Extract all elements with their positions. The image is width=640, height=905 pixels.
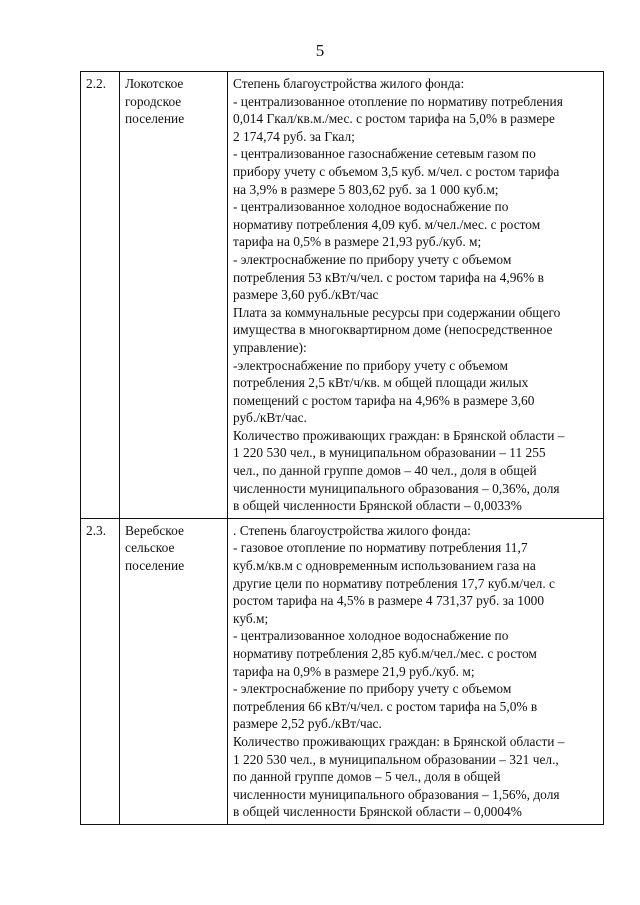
description-line: - газовое отопление по нормативу потребления 11,7	[233, 540, 528, 556]
description-line: 1 220 530 чел., в муниципальном образовании – 11 255	[233, 445, 546, 461]
description-line: имущества в многоквартирном доме (непосредственное	[233, 322, 553, 338]
description-line: нормативу потребления 4,09 куб. м/чел./мес. с ростом	[233, 216, 541, 232]
description-line: помещений с ростом тарифа на 4,96% в размере 3,60	[233, 392, 535, 408]
settlement-name-line: Локотское	[125, 76, 184, 91]
description-line: потребления 2,5 кВт/ч/кв. м общей площади жилых	[233, 375, 529, 391]
description-line: чел., по данной группе домов – 40 чел., доля в общей	[233, 463, 537, 479]
settlement-name-cell	[120, 72, 228, 519]
settlement-name-line: городское	[125, 93, 182, 109]
description-line: 1 220 530 чел., в муниципальном образовании – 321 чел.,	[233, 751, 559, 767]
tariff-table	[80, 71, 604, 825]
description-line: потребления 53 кВт/ч/чел. с ростом тарифа на 4,96% в	[233, 269, 544, 285]
row-number: 2.3.	[81, 518, 120, 824]
description-line: Плата за коммунальные ресурсы при содержании общего	[233, 304, 561, 320]
description-line: Количество проживающих граждан: в Брянской области –	[233, 427, 565, 443]
description-line: - централизованное газоснабжение сетевым газом по	[233, 146, 536, 162]
description-line: размере 2,52 руб./кВт/час.	[233, 716, 382, 732]
description-line: . Степень благоустройства жилого фонда:	[233, 522, 471, 538]
description-line: куб.м;	[233, 610, 269, 626]
description-line: Количество проживающих граждан: в Брянской области –	[233, 733, 565, 749]
table-body	[81, 72, 604, 825]
description-line: руб./кВт/час.	[233, 410, 307, 426]
settlement-name-line: поселение	[125, 111, 185, 127]
description-line: в общей численности Брянской области – 0,0033%	[233, 498, 522, 514]
settlement-name-line: поселение	[125, 558, 185, 574]
description-line: в общей численности Брянской области – 0,0004%	[233, 804, 522, 820]
settlement-name-line: сельское	[125, 540, 175, 556]
description-line: Степень благоустройства жилого фонда:	[233, 76, 465, 91]
description-line: нормативу потребления 2,85 куб.м/чел./мес. с ростом	[233, 646, 537, 661]
description-line: тарифа на 0,9% в размере 21,9 руб./куб. м;	[233, 663, 475, 679]
description-line: 0,014 Гкал/кв.м./мес. с ростом тарифа на 5,0% в размере	[233, 111, 555, 127]
description-cell	[228, 518, 604, 824]
settlement-name-cell	[120, 518, 228, 824]
description-line: - централизованное холодное водоснабжение по	[233, 628, 509, 644]
description-line: численности муниципального образования – 1,56%, доля	[233, 786, 560, 802]
row-number: 2.2.	[81, 72, 120, 519]
description-line: ростом тарифа на 4,5% в размере 4 731,37 руб. за 1000	[233, 593, 545, 609]
description-line: прибору учету с объемом 3,5 куб. м/чел. с ростом тарифа	[233, 163, 560, 179]
settlement-name-line: Веребское	[125, 522, 184, 538]
description-line: - электроснабжение по прибору учету с объемом	[233, 681, 512, 697]
description-line: 2 174,74 руб. за Гкал;	[233, 128, 355, 144]
description-line: куб.м/кв.м с одновременным использованием газа на	[233, 558, 536, 574]
description-line: - электроснабжение по прибору учету с объемом	[233, 251, 512, 267]
description-line: другие цели по нормативу потребления 17,7 куб.м/чел. с	[233, 575, 556, 591]
description-line: по данной группе домов – 5 чел., доля в общей	[233, 769, 501, 785]
description-line: размере 3,60 руб./кВт/час	[233, 287, 379, 303]
page-number: 5	[315, 41, 325, 60]
description-line: -электроснабжение по прибору учету с объемом	[233, 357, 508, 373]
table-row	[81, 72, 604, 519]
description-line: потребления 66 кВт/ч/чел. с ростом тарифа на 5,0% в	[233, 698, 538, 714]
description-line: - централизованное отопление по нормативу потребления	[233, 93, 563, 109]
description-line: управление):	[233, 339, 307, 355]
description-line: тарифа на 0,5% в размере 21,93 руб./куб. м;	[233, 234, 482, 250]
table-row	[81, 518, 604, 824]
description-line: численности муниципального образования – 0,36%, доля	[233, 480, 560, 496]
description-line: на 3,9% в размере 5 803,62 руб. за 1 000 куб.м;	[233, 181, 499, 197]
description-line: - централизованное холодное водоснабжение по	[233, 199, 509, 215]
description-cell	[228, 72, 604, 519]
